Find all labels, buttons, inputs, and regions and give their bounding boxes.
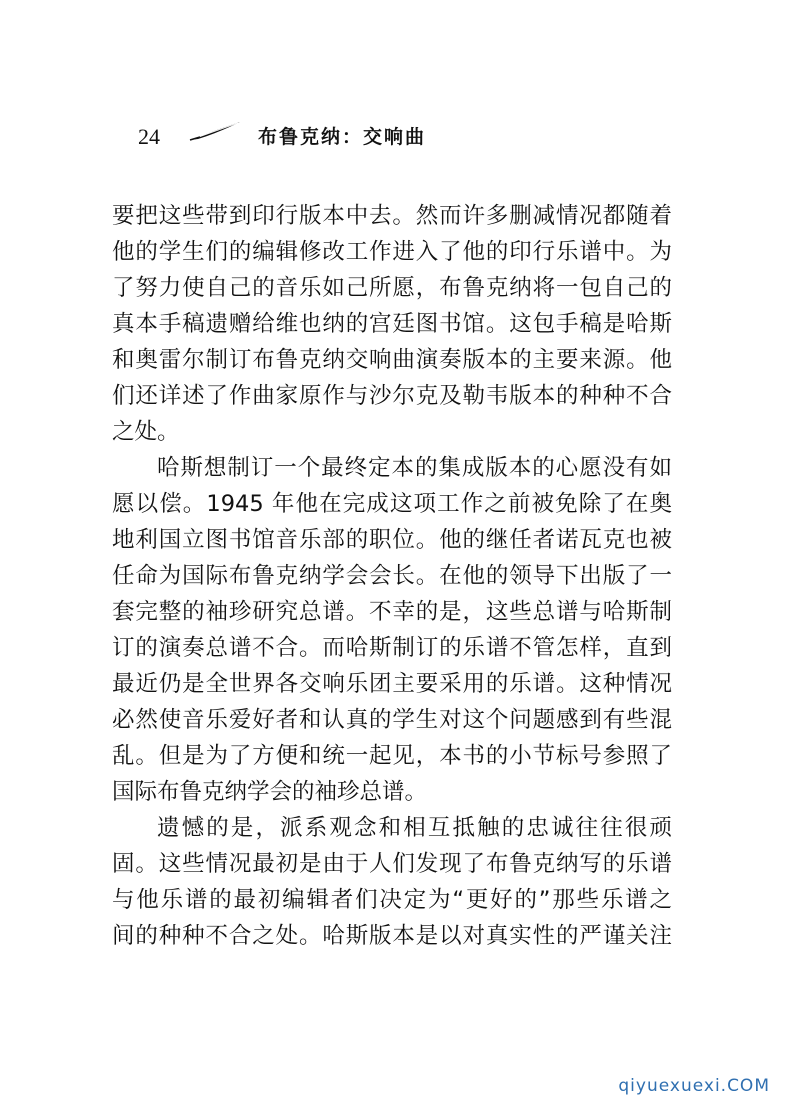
text-line: 固。这些情况最初是由于人们发现了布鲁克纳写的乐谱 [112, 851, 672, 877]
text-line: 要把这些带到印行版本中去。然而许多删减情况都随着 [112, 203, 672, 229]
text-line: 之处。 [112, 419, 180, 445]
quill-ornament-icon [188, 120, 242, 142]
text-line: 真本手稿遗赠给维也纳的宫廷图书馆。这包手稿是哈斯 [112, 311, 672, 337]
running-header [138, 120, 558, 154]
text-line: 订的演奏总谱不合。而哈斯制订的乐谱不管怎样，直到 [112, 635, 672, 661]
text-line: 遗憾的是，派系观念和相互抵触的忠诚往往很顽 [157, 815, 672, 841]
running-title: 布鲁克纳：交响曲 [258, 126, 427, 148]
text-line: 最近仍是全世界各交响乐团主要采用的乐谱。这种情况 [112, 671, 672, 697]
page-number: 24 [138, 124, 160, 149]
text-line: 哈斯想制订一个最终定本的集成版本的心愿没有如 [157, 455, 672, 481]
text-line: 套完整的袖珍研究总谱。不幸的是，这些总谱与哈斯制 [112, 599, 672, 625]
text-line: 国际布鲁克纳学会的袖珍总谱。 [112, 779, 428, 805]
text-line: 愿以偿。1945 年他在完成这项工作之前被免除了在奥 [112, 491, 672, 517]
text-line: 地利国立图书馆音乐部的职位。他的继任者诺瓦克也被 [112, 527, 672, 553]
paragraph-2 [112, 450, 672, 810]
text-line: 他的学生们的编辑修改工作进入了他的印行乐谱中。为 [112, 239, 672, 265]
body-text [112, 198, 672, 954]
text-line: 了努力使自己的音乐如己所愿，布鲁克纳将一包自己的 [112, 275, 672, 301]
text-line: 必然使音乐爱好者和认真的学生对这个问题感到有些混 [112, 707, 672, 733]
paragraph-1 [112, 198, 672, 450]
text-line: 们还详述了作曲家原作与沙尔克及勒韦版本的种种不合 [112, 383, 672, 409]
text-line: 与他乐谱的最初编辑者们决定为“更好的”那些乐谱之 [112, 887, 672, 913]
text-line: 任命为国际布鲁克纳学会会长。在他的领导下出版了一 [112, 563, 672, 589]
text-line: 和奥雷尔制订布鲁克纳交响曲演奏版本的主要来源。他 [112, 347, 672, 373]
paragraph-3 [112, 810, 672, 954]
text-line: 乱。但是为了方便和统一起见，本书的小节标号参照了 [112, 743, 672, 769]
text-line: 间的种种不合之处。哈斯版本是以对真实性的严谨关注 [112, 923, 672, 949]
watermark: qiyuexuexi.COM [618, 1076, 770, 1096]
